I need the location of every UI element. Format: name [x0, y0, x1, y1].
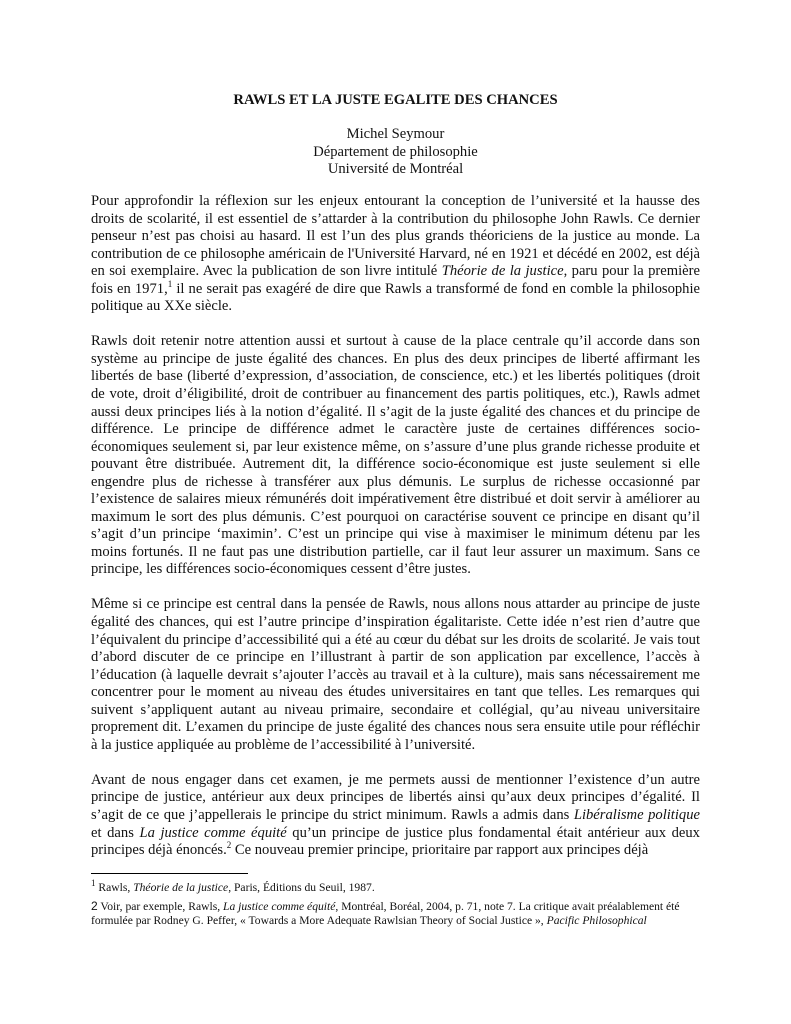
- footnote-ref-1[interactable]: 1: [167, 278, 173, 289]
- author-department: Département de philosophie: [313, 143, 478, 160]
- paragraph-4-text-a: Avant de nous engager dans cet examen, je me permets aussi de mentionner l’existence d’un autre principe de justice, antérieur aux deux principes de libertés ainsi qu’aux deux principes d’égalité. Il s’agit de ce que j’appellerais le principe du strict minimum. Rawls a admis dans: [91, 771, 700, 823]
- paragraph-4: [91, 772, 700, 860]
- footnote-separator: [91, 873, 248, 874]
- author-university: Université de Montréal: [327, 161, 464, 178]
- paragraph-4-text-c: et dans: [91, 824, 140, 841]
- footnote-1-number: 1: [91, 878, 96, 889]
- footnote-1-text-a: Rawls,: [95, 881, 134, 894]
- book-title-theorie: Théorie de la justice: [441, 263, 564, 280]
- paragraph-1-text-c: , paru pour la première fois en 1971,: [91, 263, 700, 297]
- footnote-ref-2[interactable]: 2: [226, 840, 232, 851]
- paragraph-4-text-f: Ce nouveau premier principe, prioritaire par rapport aux principes déjà: [231, 842, 649, 859]
- footnote-2-book-title: La justice comme équité: [223, 900, 336, 913]
- footnote-1: [91, 878, 700, 895]
- paragraph-1: [91, 193, 700, 316]
- footnote-2-number: 2: [91, 899, 98, 913]
- paragraph-1-text-d: il ne serait pas exagéré de dire que Rawls a transformé de fond en comble la philosophie politique au XXe siècle.: [91, 280, 700, 315]
- footnote-2-text-a: Voir, par exemple, Rawls,: [97, 900, 224, 913]
- footnote-1-text-c: , Paris, Éditions du Seuil, 1987.: [228, 881, 375, 894]
- paragraph-1-text-a: Pour approfondir la réflexion sur les enjeux entourant la conception de l’université et la hausse des droits de scolarité, il est essentiel de s’attarder à la contribution du philosophe John Rawls. Ce dernier penseur n’est pas choisi au hasard. Il est l’un des plus grands théoriciens de la justice au monde. La contribution de ce philosophe américain de l'Université Harvard, né en 1921 et décédé en 2002, est déjà en soi exemplaire. Avec la publication de son livre intitulé: [91, 193, 700, 280]
- footnote-1-book-title: Théorie de la justice: [133, 881, 229, 894]
- footnote-2-journal-title: Pacific Philosophical: [546, 914, 647, 928]
- footnote-2: [91, 899, 700, 928]
- paragraph-4-text-e: qu’un principe de justice plus fondamental était antérieur aux deux principes déjà énoncés.: [91, 824, 700, 859]
- footnote-2-text-c: , Montréal, Boréal, 2004, p. 71, note 7. La critique avait préalablement été formulée par Rodney G. Peffer, « Towards a More Adequate Rawlsian Theory of Social Justice »,: [91, 900, 680, 928]
- document-body: [91, 193, 700, 877]
- paragraph-3: Même si ce principe est central dans la pensée de Rawls, nous allons nous attarder au principe de juste égalité des chances, qui est l’autre principe d’inspiration égalitariste. Cette idée n’est rien d’autre que l’équivalent du principe d’accessibilité qui a été au cœur du débat sur les droits de scolarité. Je vais tout d’abord discuter de ce principe en l’illustrant à partir de son application par excellence, l’accès à l’éducation (à laquelle devrait s’ajouter l’accès au travail et à la culture), mais sans nécessairement me concentrer pour le moment au niveau des études universitaires en tant que telles. Les remarques qui suivent s’appliquent autant au niveau primaire, secondaire et collégial, qu’au niveau universitaire proprement dit. L’examen du principe de juste égalité des chances nous sera ensuite utile pour réfléchir à la justice appliquée au problème de l’accessibilité à l’université.: [91, 596, 700, 753]
- document-title: RAWLS ET LA JUSTE EGALITE DES CHANCES: [233, 92, 558, 108]
- author-block: [0, 126, 791, 179]
- book-title-liberalisme: Libéralisme politique: [573, 807, 700, 823]
- author-name: Michel Seymour: [346, 126, 445, 142]
- paragraph-2: Rawls doit retenir notre attention aussi et surtout à cause de la place centrale qu’il accorde dans son système au principe de juste égalité des chances. En plus des deux principes de liberté affirmant les libertés de base (liberté d’expression, d’association, de conscience, etc.) et les libertés politiques (droit de vote, droit d’éligibilité, droit de contribuer au financement des partis politiques, etc.), Rawls admet aussi deux principes liés à la notion d’égalité. Il s’agit de la juste égalité des chances et du principe de différence. Le principe de différence admet le caractère juste de certaines différences socio-économiques seulement si, par leur existence même, on s’assure d’une plus grande richesse produite et pouvant être distribuée. Autrement dit, la différence socio-économique est juste seulement si elle engendre plus de richesse à transférer aux plus démunis. Le surplus de richesse occasionné par l’existence de salaires mieux rémunérés doit impérativement être distribué et doit servir à améliorer au maximum le sort des plus démunis. C’est pourquoi on caractérise souvent ce principe en disant qu’il s’agit d’un principe ‘maximin’. C’est un principe qui vise à maximiser le minimum détenu par les moins fortunés. Il ne faut pas une distribution partielle, car il faut leur assurer un maximum. Sans ce principe, les différences socio-économiques cessent d’être justes.: [91, 333, 700, 578]
- book-title-justice-equite: La justice comme équité: [139, 824, 287, 841]
